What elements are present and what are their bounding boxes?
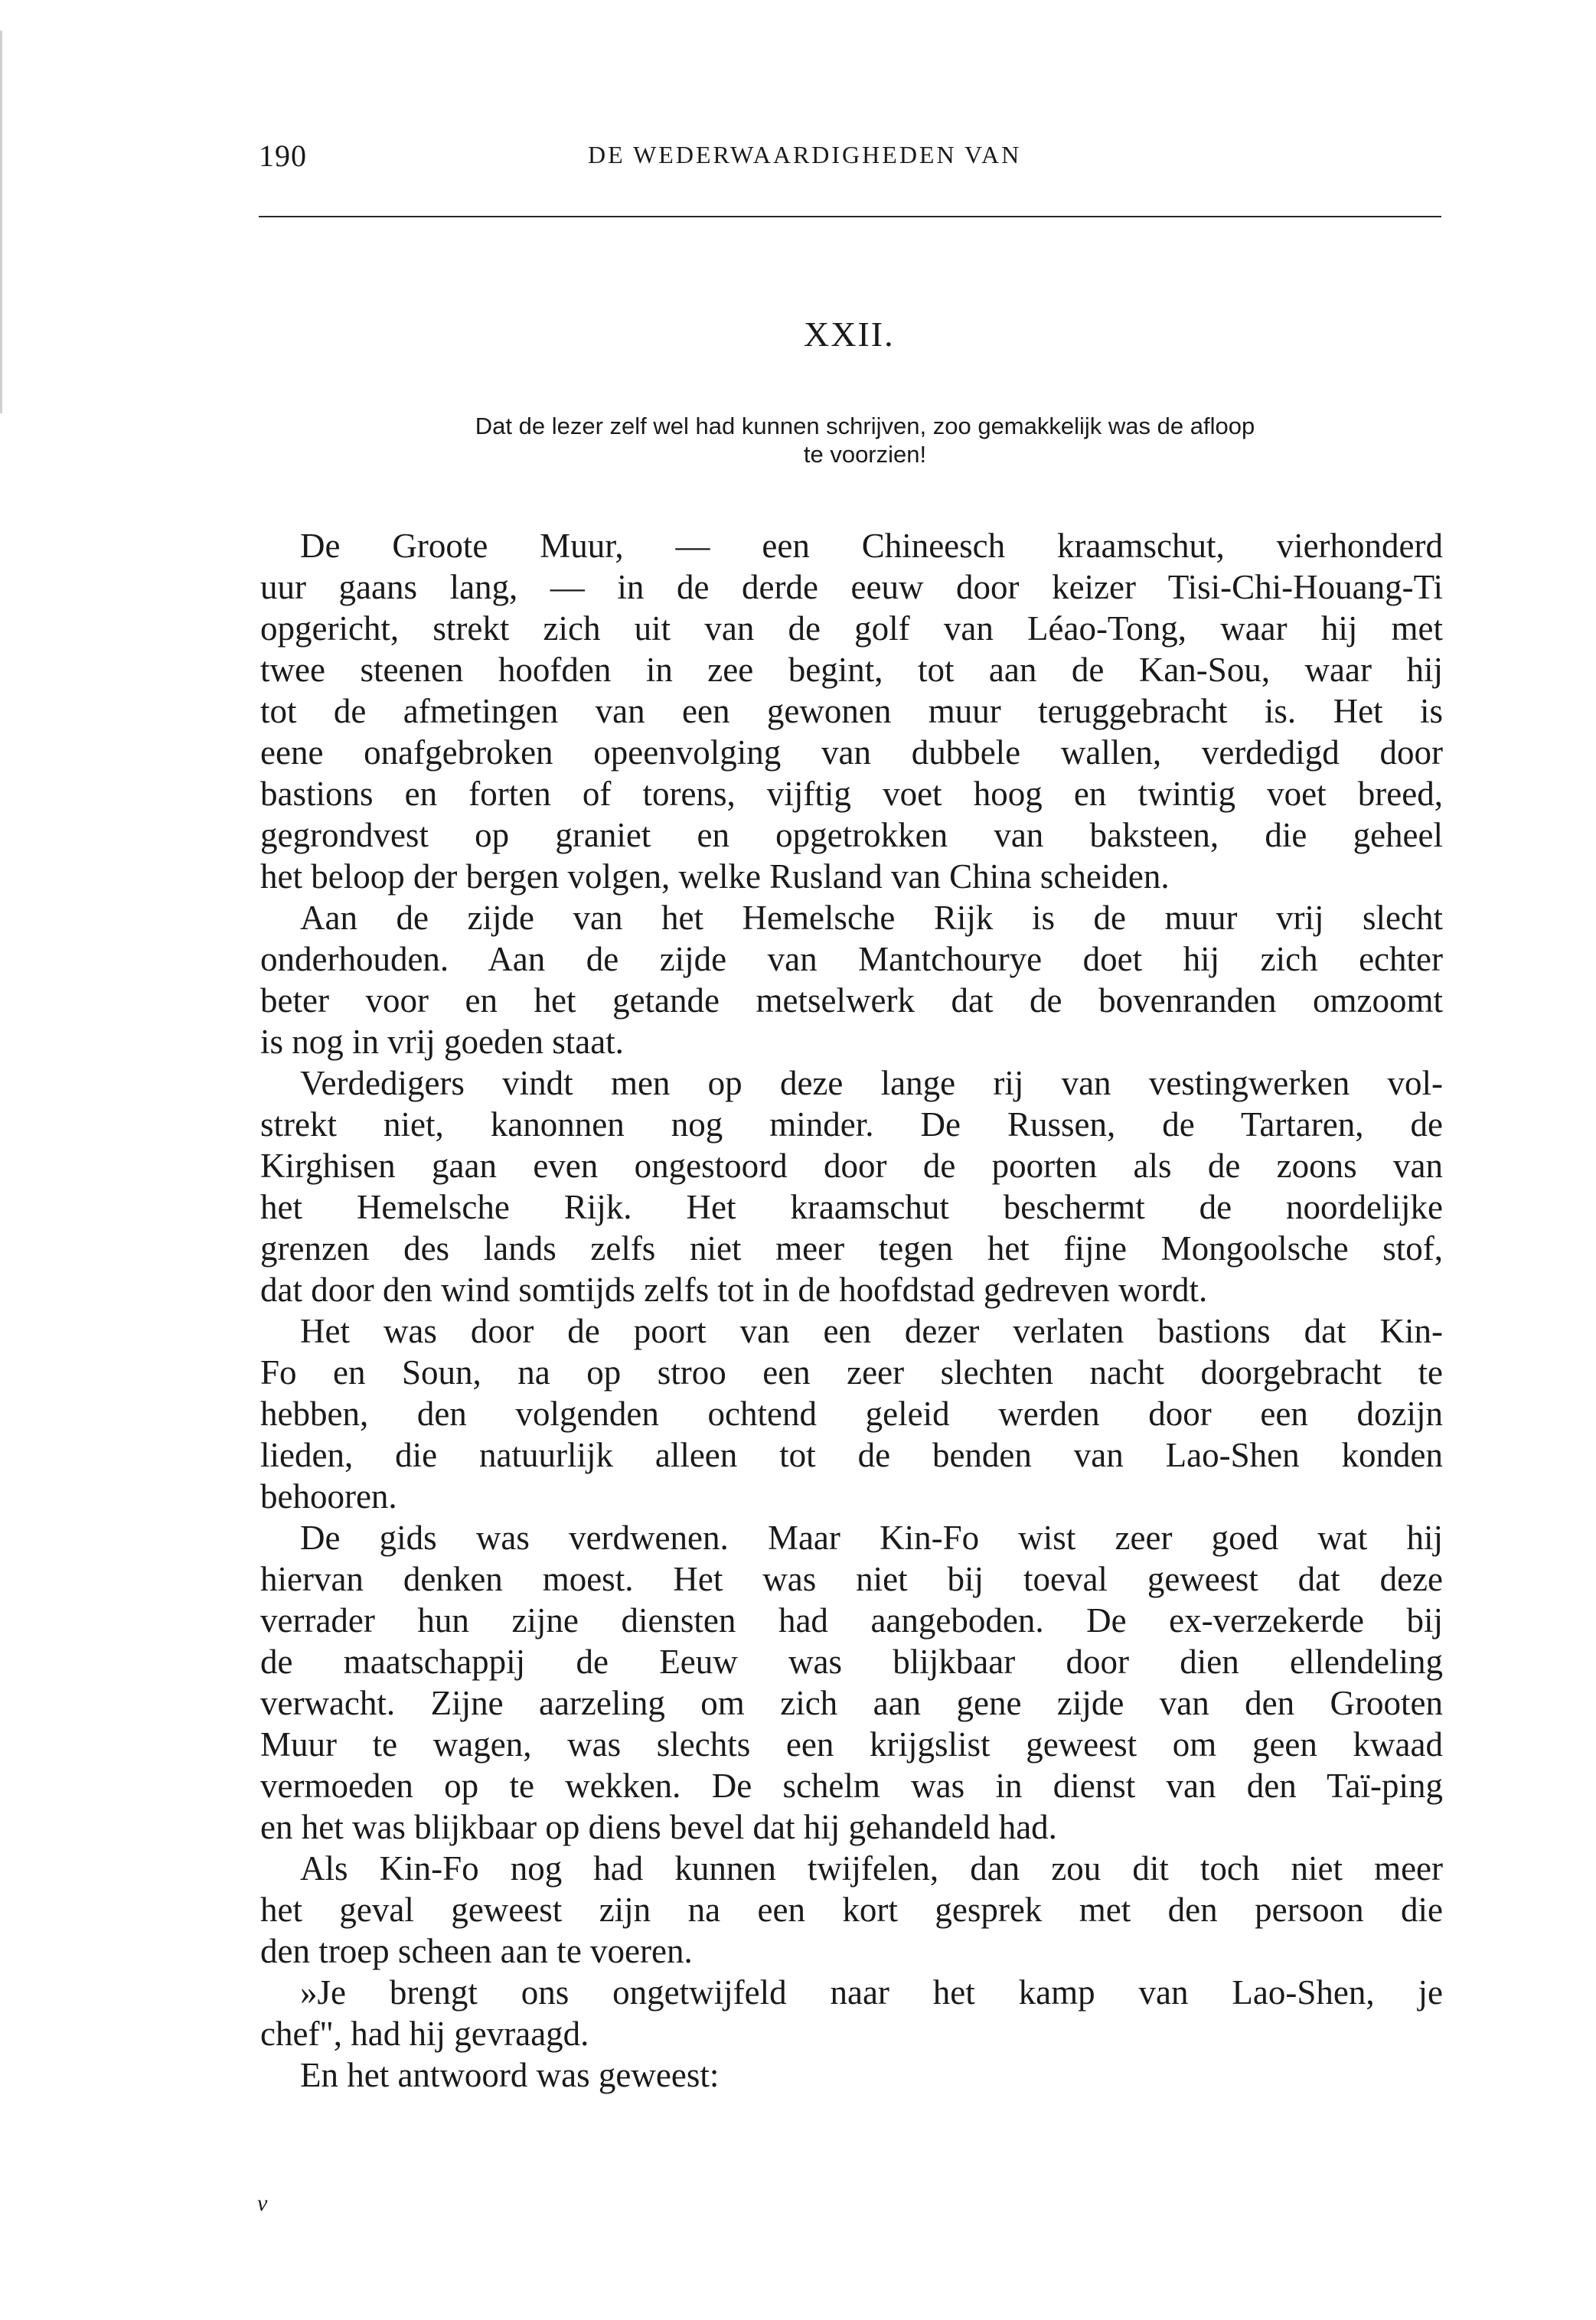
- text-line: het beloop der bergen volgen, welke Rusland van China scheiden.: [260, 857, 1170, 896]
- text-line: vermoeden op te wekken. De schelm was in dienst van den Taï-ping: [260, 1767, 1443, 1805]
- text-line: Het was door de poort van een dezer verlaten bastions dat Kin-: [300, 1312, 1443, 1350]
- paragraph: [260, 1062, 1443, 1310]
- text-line: hebben, den volgenden ochtend geleid werden door een dozijn: [260, 1395, 1443, 1433]
- text-line: beter voor en het getande metselwerk dat de bovenranden omzoomt: [260, 981, 1443, 1020]
- text-line: de maatschappij de Eeuw was blijkbaar door dien ellendeling: [260, 1643, 1443, 1681]
- text-line: De Groote Muur, — een Chineesch kraamschut, vierhonderd: [300, 527, 1443, 565]
- paragraph: [260, 1310, 1443, 1517]
- text-line: Kirghisen gaan even ongestoord door de poorten als de zoons van: [260, 1147, 1443, 1185]
- paragraph: [260, 1517, 1443, 1848]
- text-line: behooren.: [260, 1477, 397, 1516]
- page-number: 190: [259, 139, 307, 173]
- header-rule: [259, 216, 1441, 217]
- text-line: twee steenen hoofden in zee begint, tot aan de Kan-Sou, waar hij: [260, 651, 1443, 689]
- paragraph: [260, 525, 1443, 897]
- text-line: verrader hun zijne diensten had aangeboden. De ex-verzekerde bij: [260, 1601, 1443, 1640]
- text-line: Aan de zijde van het Hemelsche Rijk is de muur vrij slecht: [300, 899, 1443, 937]
- paragraph: [260, 897, 1443, 1062]
- text-line: Als Kin-Fo nog had kunnen twijfelen, dan zou dit toch niet meer: [300, 1849, 1443, 1888]
- text-line: Verdedigers vindt men op deze lange rij van vestingwerken vol-: [300, 1064, 1443, 1102]
- text-line: En het antwoord was geweest:: [300, 2056, 720, 2094]
- text-line: den troep scheen aan te voeren.: [260, 1932, 693, 1970]
- chapter-summary-line: Dat de lezer zelf wel had kunnen schrijven, zoo gemakkelijk was de afloop: [475, 413, 1255, 439]
- chapter-summary: [337, 412, 1393, 468]
- text-line: tot de afmetingen van een gewonen muur teruggebracht is. Het is: [260, 692, 1443, 730]
- text-line: gegrondvest op graniet en opgetrokken van baksteen, die geheel: [260, 816, 1443, 854]
- paragraph: [260, 1848, 1443, 1972]
- text-line: bastions en forten of torens, vijftig voet hoog en twintig voet breed,: [260, 775, 1443, 813]
- text-line: eene onafgebroken opeenvolging van dubbele wallen, verdedigd door: [260, 733, 1443, 772]
- paragraph: [260, 1972, 1443, 2054]
- text-line: het geval geweest zijn na een kort gesprek met den persoon die: [260, 1891, 1443, 1929]
- text-line: grenzen des lands zelfs niet meer tegen het fijne Mongoolsche stof,: [260, 1229, 1443, 1268]
- text-line: strekt niet, kanonnen nog minder. De Russen, de Tartaren, de: [260, 1105, 1443, 1144]
- body-text: [260, 525, 1443, 2096]
- running-head: DE WEDERWAARDIGHEDEN VAN: [588, 141, 1022, 168]
- text-line: »Je brengt ons ongetwijfeld naar het kamp van Lao-Shen, je: [300, 1973, 1443, 2012]
- text-line: het Hemelsche Rijk. Het kraamschut beschermt de noordelijke: [260, 1188, 1443, 1226]
- text-line: Fo en Soun, na op stroo een zeer slechten nacht doorgebracht te: [260, 1353, 1443, 1392]
- text-line: hiervan denken moest. Het was niet bij toeval geweest dat deze: [260, 1560, 1443, 1598]
- text-line: De gids was verdwenen. Maar Kin-Fo wist zeer goed wat hij: [300, 1519, 1443, 1557]
- text-line: en het was blijkbaar op diens bevel dat hij gehandeld had.: [260, 1808, 1057, 1846]
- scan-edge-shadow: [0, 31, 2, 413]
- text-line: onderhouden. Aan de zijde van Mantchourye doet hij zich echter: [260, 940, 1443, 978]
- text-line: verwacht. Zijne aarzeling om zich aan gene zijde van den Grooten: [260, 1684, 1443, 1722]
- text-line: is nog in vrij goeden staat.: [260, 1023, 624, 1061]
- text-line: uur gaans lang, — in de derde eeuw door keizer Tisi-Chi-Houang-Ti: [260, 568, 1443, 606]
- text-line: chef", had hij gevraagd.: [260, 2015, 589, 2053]
- signature-mark: v: [257, 2191, 268, 2216]
- text-line: lieden, die natuurlijk alleen tot de benden van Lao-Shen konden: [260, 1436, 1443, 1474]
- paragraph: [260, 2054, 1443, 2096]
- chapter-summary-line: te voorzien!: [803, 441, 927, 468]
- page-header: [259, 138, 1441, 176]
- text-line: opgericht, strekt zich uit van de golf van Léao-Tong, waar hij met: [260, 609, 1443, 648]
- text-line: dat door den wind somtijds zelfs tot in de hoofdstad gedreven wordt.: [260, 1271, 1208, 1309]
- chapter-number: XXII.: [804, 315, 895, 354]
- text-line: Muur te wagen, was slechts een krijgslist geweest om geen kwaad: [260, 1725, 1443, 1764]
